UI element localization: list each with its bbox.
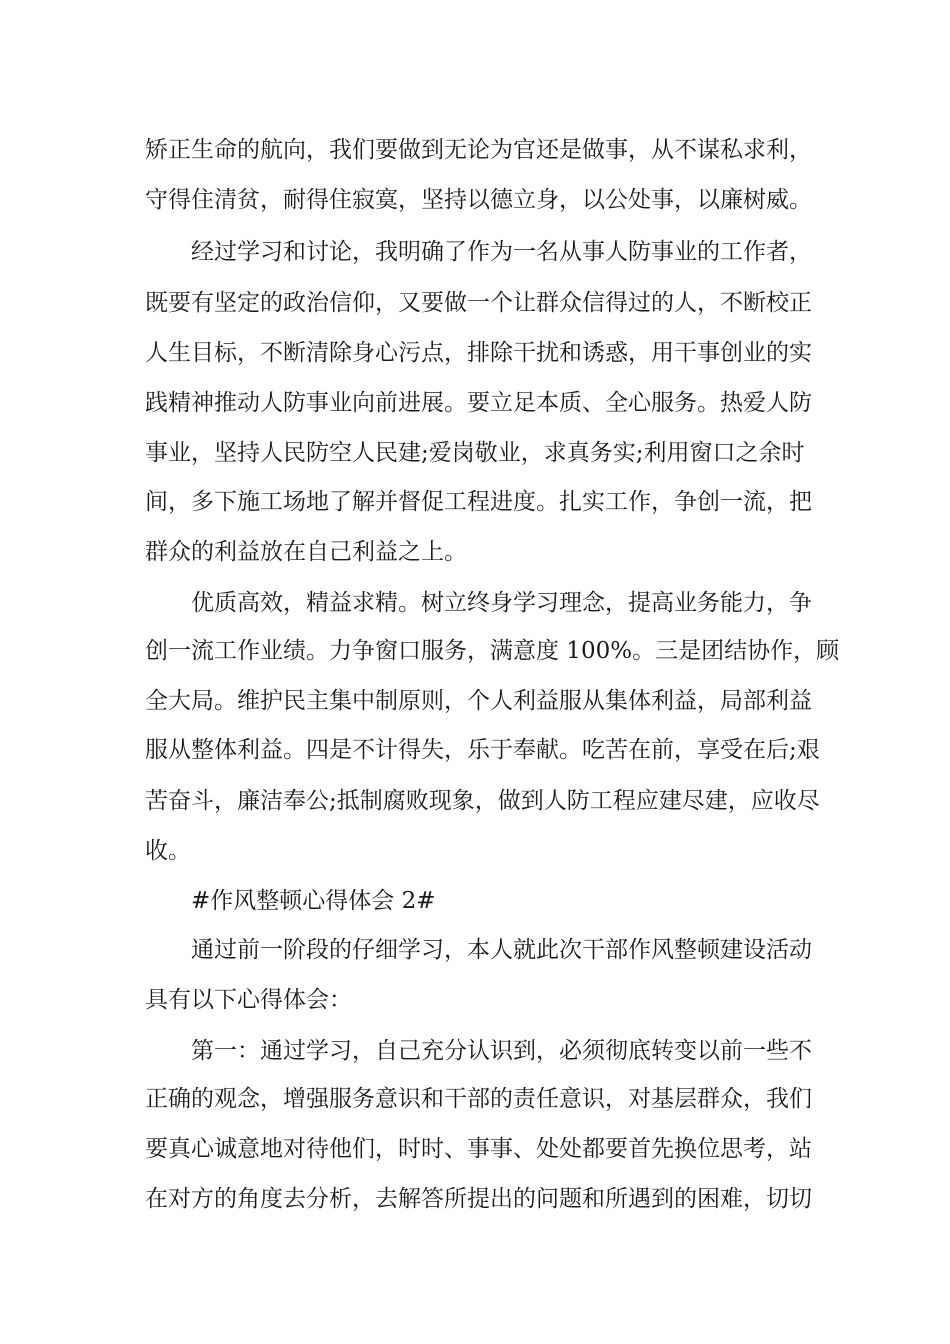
text-line: 在对方的角度去分析，去解答所提出的问题和所遇到的困难，切切 [145, 1186, 812, 1212]
text-line: 践精神推动人防事业向前进展。要立足本质、全心服务。热爱人防 [145, 390, 812, 416]
text-line: 具有以下心得体会： [145, 987, 352, 1013]
text-line: 全大局。维护民主集中制原则，个人利益服从集体利益，局部利益 [145, 688, 812, 714]
text-line: 正确的观念，增强服务意识和干部的责任意识，对基层群众，我们 [145, 1086, 812, 1112]
text-line: 要真心诚意地对待他们，时时、事事、处处都要首先换位思考，站 [145, 1136, 812, 1162]
text-line: 事业，坚持人民防空人民建;爱岗敬业，求真务实;利用窗口之余时 [145, 440, 805, 466]
text-line: 群众的利益放在自己利益之上。 [145, 539, 467, 565]
text-line: 创一流工作业绩。力争窗口服务，满意度 100%。三是团结协作，顾 [145, 638, 840, 664]
paragraph-first-line: 经过学习和讨论，我明确了作为一名从事人防事业的工作者， [191, 239, 812, 265]
text-line: 间，多下施工场地了解并督促工程进度。扎实工作，争创一流，把 [145, 489, 812, 515]
text-line: 苦奋斗，廉洁奉公;抵制腐败现象，做到人防工程应建尽建，应收尽 [145, 788, 820, 814]
section-heading: #作风整顿心得体会 2# [191, 888, 436, 914]
text-line: 矫正生命的航向，我们要做到无论为官还是做事，从不谋私求利， [145, 137, 812, 163]
text-line: 服从整体利益。四是不计得失，乐于奉献。吃苦在前，享受在后;艰 [145, 737, 820, 763]
paragraph-first-line: 优质高效，精益求精。树立终身学习理念，提高业务能力，争 [191, 590, 812, 616]
text-line: 人生目标，不断清除身心污点，排除干扰和诱惑，用干事创业的实 [145, 340, 812, 366]
paragraph-first-line: 通过前一阶段的仔细学习，本人就此次干部作风整顿建设活动 [191, 937, 812, 963]
text-line: 既要有坚定的政治信仰，又要做一个让群众信得过的人，不断校正 [145, 290, 812, 316]
paragraph-first-line: 第一：通过学习，自己充分认识到，必须彻底转变以前一些不 [191, 1038, 812, 1064]
text-line: 收。 [145, 838, 191, 864]
text-line: 守得住清贫，耐得住寂寞，坚持以德立身，以公处事，以廉树威。 [145, 187, 812, 213]
